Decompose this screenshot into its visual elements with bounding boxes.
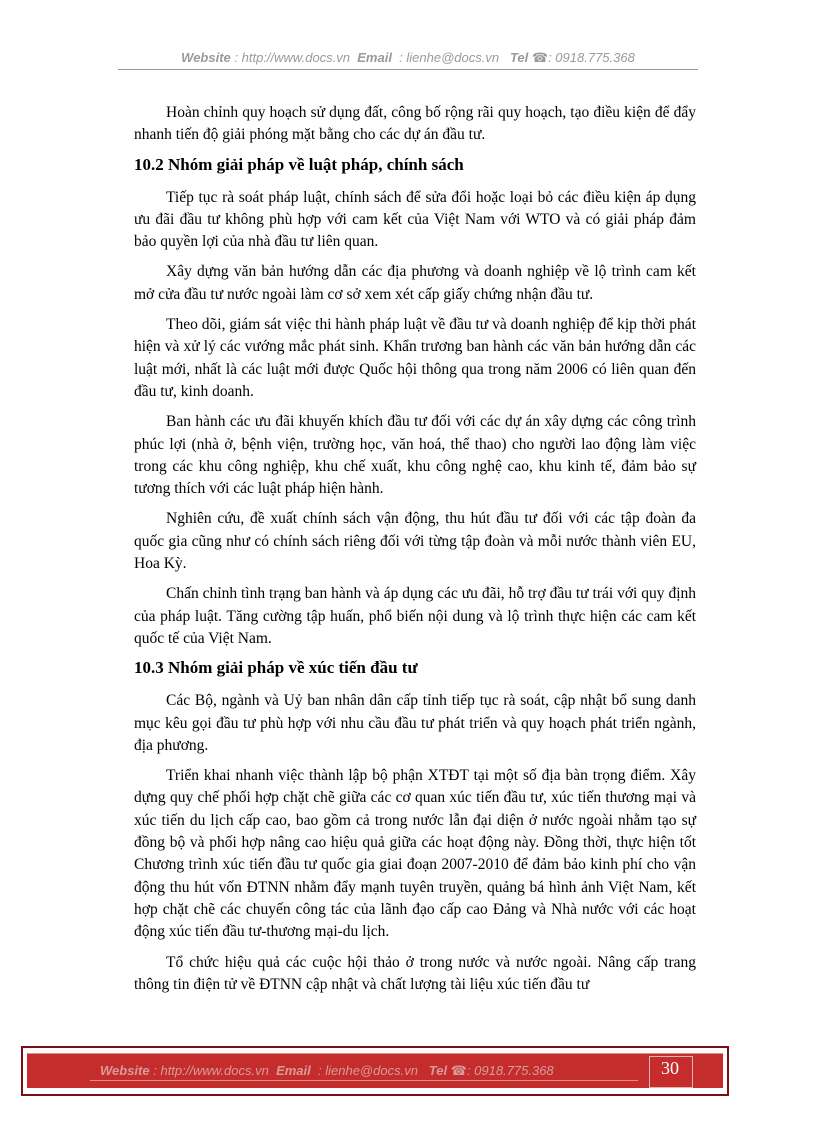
- paragraph: Tổ chức hiệu quả các cuộc hội thảo ở trong nước và nước ngoài. Nâng cấp trang thông tin điện tử về ĐTNN cập nhật và chất lượng tài liệu xúc tiến đầu tư: [134, 953, 696, 993]
- section-heading: 10.2 Nhóm giải pháp về luật pháp, chính sách: [134, 154, 464, 174]
- paragraph: Chấn chỉnh tình trạng ban hành và áp dụng các ưu đãi, hỗ trợ đầu tư trái với quy định của pháp luật. Tăng cường tập huấn, phổ biến nội dung và lộ trình thực hiện các cam kết quốc tế của Việt Nam.: [134, 585, 696, 647]
- header-tel-label: Tel: [509, 50, 529, 65]
- header-divider: [118, 69, 698, 70]
- header-website-url[interactable]: : http://www.docs.vn: [234, 50, 351, 65]
- page-number: 30: [661, 1058, 679, 1078]
- header-email-label: Email: [357, 50, 392, 65]
- paragraph: Xây dựng văn bản hướng dẫn các địa phương và doanh nghiệp về lộ trình cam kết mở cửa đầu tư nước ngoài làm cơ sở xem xét cấp giấy chứng nhận đầu tư.: [134, 263, 696, 303]
- phone-icon: ☎: [450, 1063, 467, 1078]
- paragraph: Theo dõi, giám sát việc thi hành pháp luật về đầu tư và doanh nghiệp để kịp thời phát hiện và xử lý các vướng mắc phát sinh. Khẩn trương ban hành các văn bản hướng dẫn các luật mới, nhất là các luật mới được Quốc hội thông qua trong năm 2006 có liên quan đến đầu tư, kinh doanh.: [134, 316, 696, 400]
- page-header: [0, 50, 816, 66]
- section-heading: 10.3 Nhóm giải pháp về xúc tiến đầu tư: [134, 658, 418, 678]
- footer-email-value[interactable]: : lienhe@docs.vn: [318, 1063, 418, 1078]
- paragraph: Nghiên cứu, đề xuất chính sách vận động, thu hút đầu tư đối với các tập đoàn đa quốc gia cũng như có chính sách riêng đối với từng tập đoàn và mỗi nước thành viên EU, Hoa Kỳ.: [134, 510, 696, 573]
- paragraph: Ban hành các ưu đãi khuyến khích đầu tư đối với các dự án xây dựng các công trình phúc lợi (nhà ở, bệnh viện, trường học, văn hoá, thể thao) cho người lao động làm việc trong các khu công nghiệp, khu chế xuất, khu công nghệ cao, khu kinh tế, đảm bảo sự tương thích với các luật pháp hiện hành.: [134, 413, 696, 498]
- paragraph: Các Bộ, ngành và Uỷ ban nhân dân cấp tỉnh tiếp tục rà soát, cập nhật bổ sung danh mục kêu gọi đầu tư phù hợp với nhu cầu đầu tư phát triển và quy hoạch phát triển ngành, địa phương.: [134, 692, 696, 754]
- paragraph: Hoàn chỉnh quy hoạch sử dụng đất, công bố rộng rãi quy hoạch, tạo điều kiện để đẩy nhanh tiến độ giải phóng mặt bằng cho các dự án đầu tư.: [134, 104, 696, 144]
- header-tel-value: : 0918.775.368: [548, 50, 635, 65]
- paragraph: Triển khai nhanh việc thành lập bộ phận XTĐT tại một số địa bàn trọng điểm. Xây dựng quy chế phối hợp chặt chẽ giữa các cơ quan xúc tiến đầu tư, xúc tiến thương mại và xúc tiến du lịch cấp cao, bao gồm cả trong nước lẫn đại diện ở nước ngoài nhằm tạo sự đồng bộ và phối hợp nâng cao hiệu quả giữa các hoạt động này. Đồng thời, thực hiện tốt Chương trình xúc tiến đầu tư quốc gia giai đoạn 2007-2010 để đảm bảo kinh phí cho vận động thu hút vốn ĐTNN nhằm đẩy mạnh tuyên truyền, quảng bá hình ảnh Việt Nam, kết hợp chặt chẽ các chuyến công tác của lãnh đạo cấp cao Đảng và Nhà nước với các hoạt động xúc tiến đầu tư-thương mại-du lịch.: [134, 767, 696, 941]
- footer-website-label: Website: [100, 1063, 150, 1078]
- page-footer: [100, 1063, 554, 1079]
- header-email-value[interactable]: : lienhe@docs.vn: [399, 50, 500, 65]
- footer-website-url[interactable]: : http://www.docs.vn: [153, 1063, 269, 1078]
- footer-tel-value: : 0918.775.368: [466, 1063, 554, 1078]
- paragraph: Tiếp tục rà soát pháp luật, chính sách để sửa đổi hoặc loại bỏ các điều kiện áp dụng ưu đãi đầu tư không phù hợp với cam kết của Việt Nam với WTO và có giải pháp đảm bảo quyền lợi của nhà đầu tư liên quan.: [134, 188, 696, 251]
- footer-divider: [90, 1080, 638, 1081]
- footer-email-label: Email: [276, 1063, 311, 1078]
- document-body: [134, 102, 696, 1004]
- phone-icon: ☎: [531, 50, 549, 65]
- footer-tel-label: Tel: [428, 1063, 448, 1078]
- header-website-label: Website: [181, 50, 231, 65]
